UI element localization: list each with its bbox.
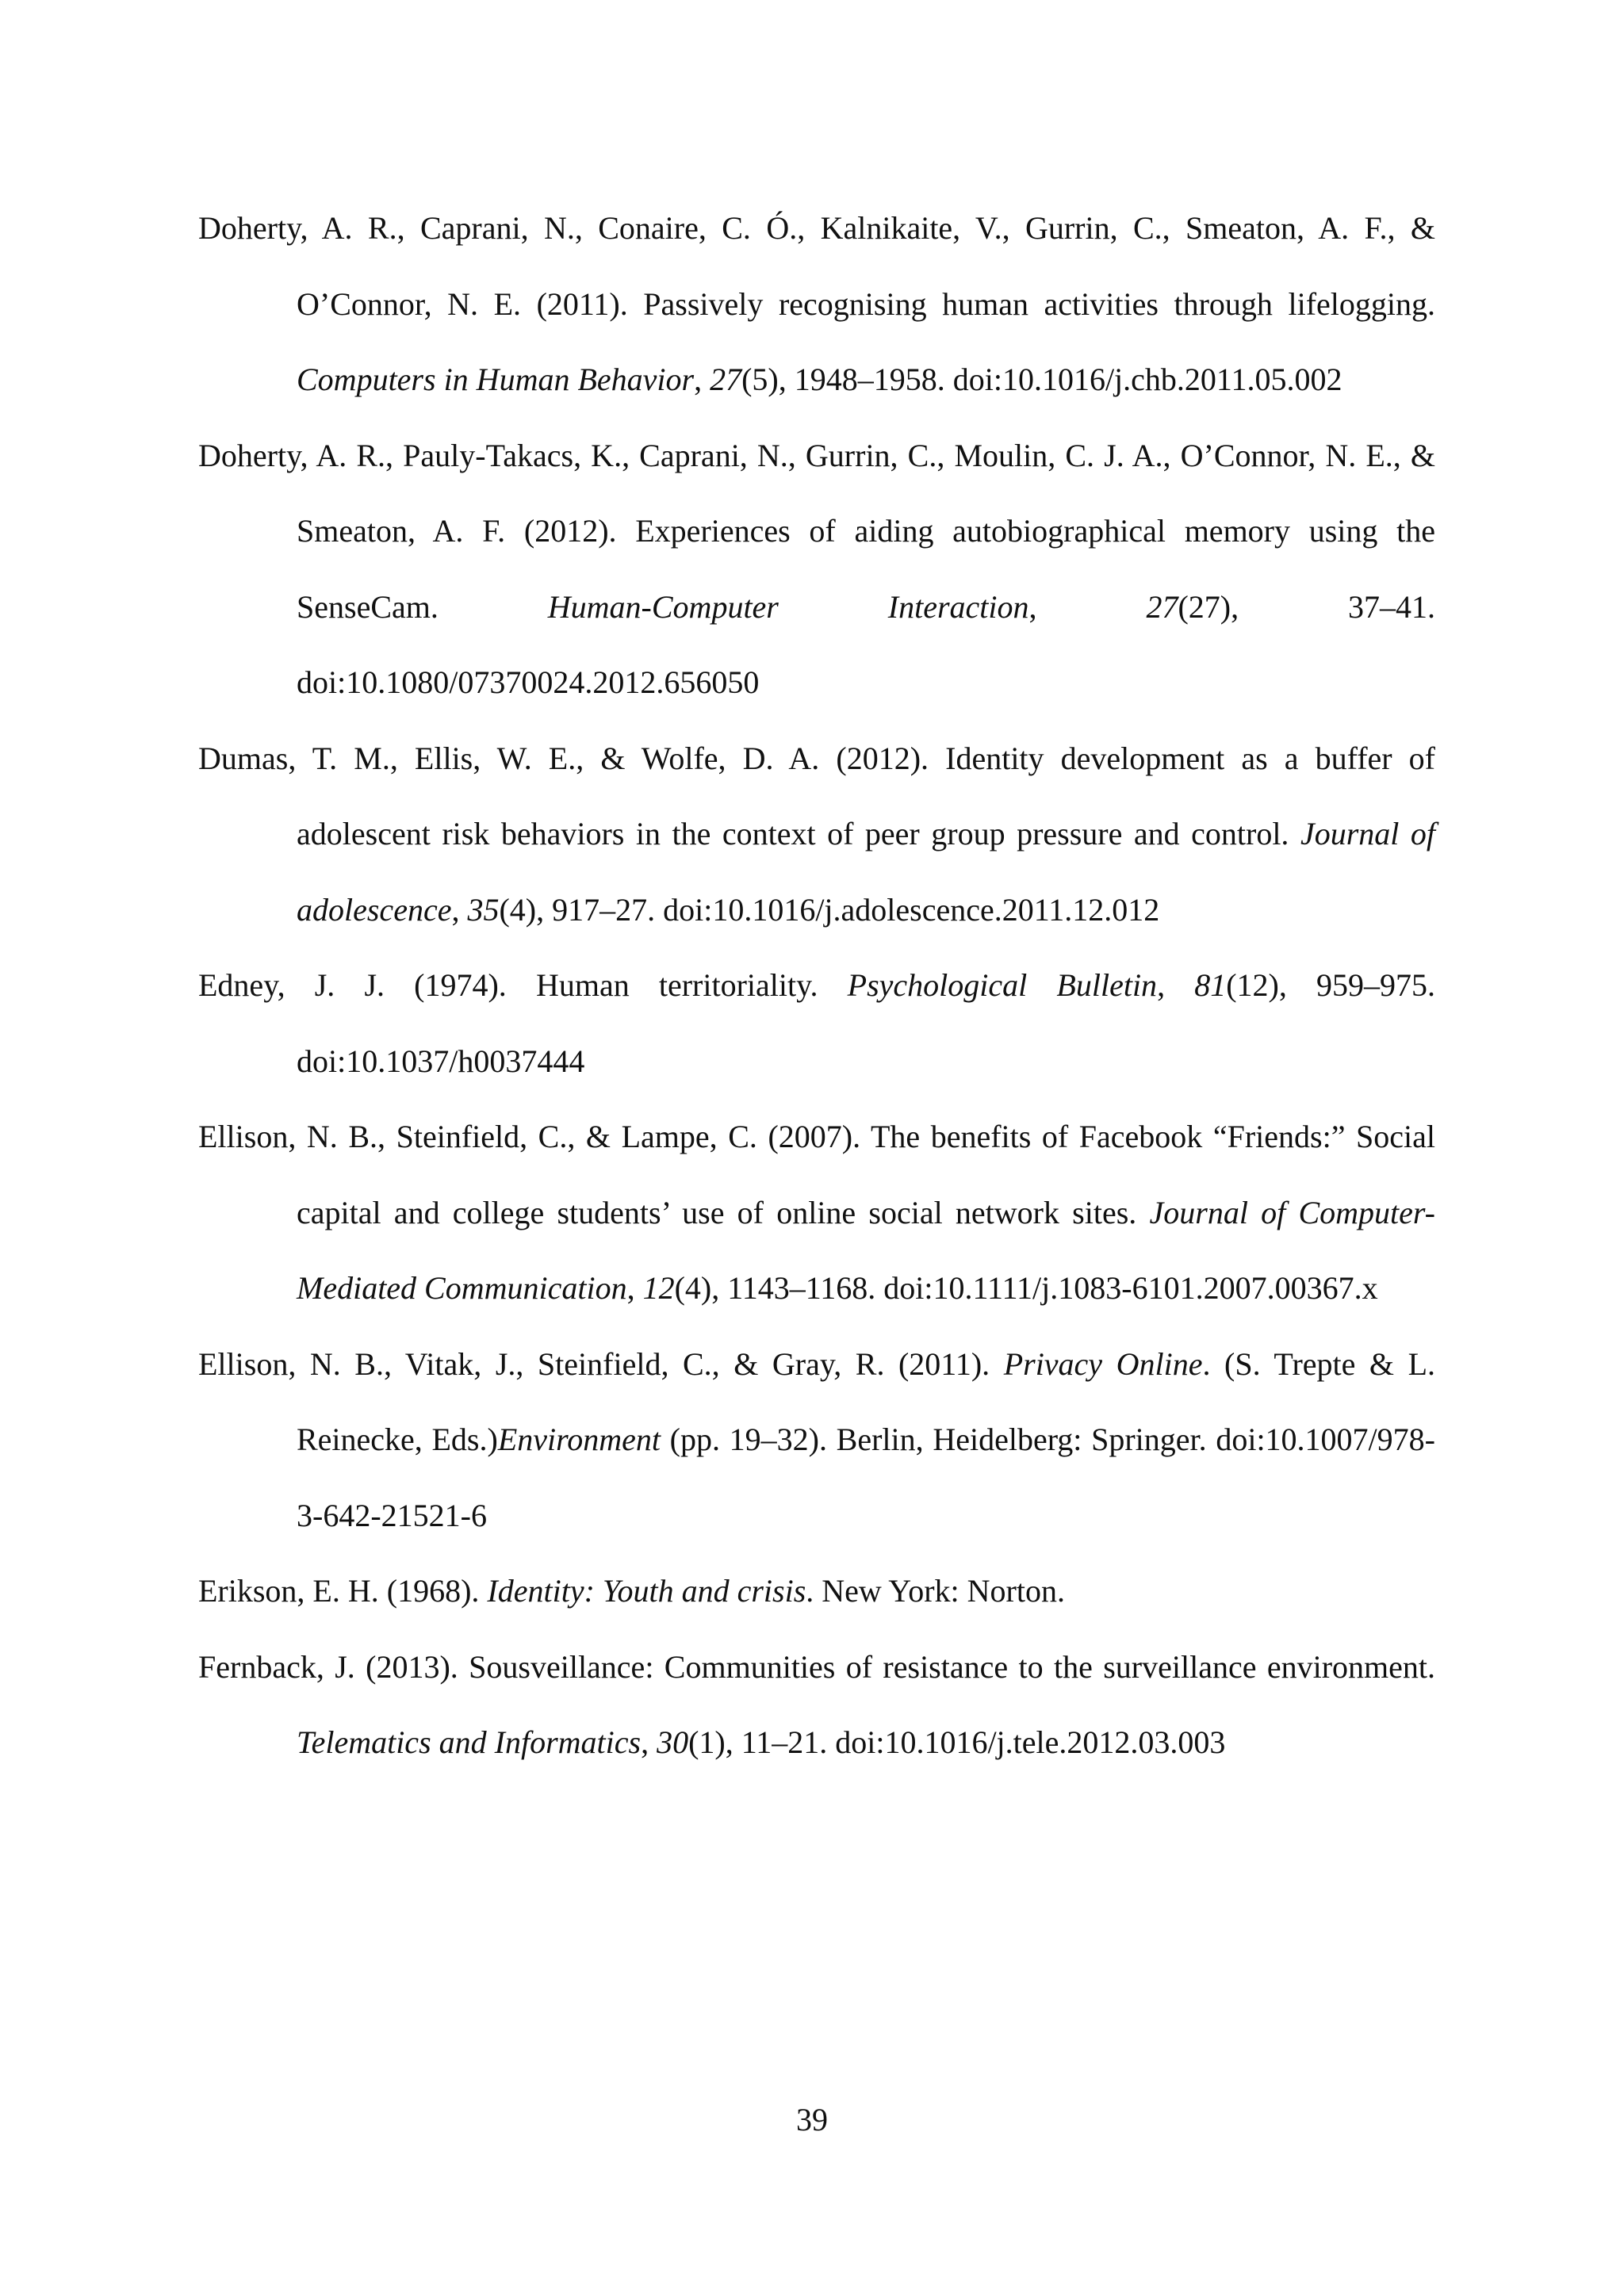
journal-title: Telematics and Informatics [297,1724,642,1760]
reference-ellison-2011 [198,1326,1435,1554]
volume: 12 [642,1270,675,1306]
volume: 35 [467,891,500,928]
page-number: 39 [796,2102,828,2137]
reference-text: , [694,362,710,397]
reference-ellison-2007 [198,1099,1435,1326]
reference-dumas-2012 [198,721,1435,948]
reference-text: Ellison, N. B., Steinfield, C., & Lampe, C. (2007). The benefits of Facebook “Friends:” Social capital and college students’ use of online social network sites. [198,1119,1435,1230]
reference-text: (12), 959–975. doi:10.1037/h0037444 [297,967,1436,1079]
reference-doherty-2012 [198,418,1435,721]
reference-text: (27), 37–41. doi:10.1080/07370024.2012.656050 [297,588,1436,700]
reference-text: Doherty, A. R., Pauly-Takacs, K., Caprani, N., Gurrin, C., Moulin, C. J. A., O’Connor, N. E., & Smeaton, A. F. (2012). Experiences of aiding autobiographical memory using the SenseCam. [198,437,1435,625]
reference-text: (1), 11–21. doi:10.1016/j.tele.2012.03.003 [688,1724,1226,1760]
reference-edney-1974 [198,947,1435,1099]
reference-text: , [626,1270,643,1306]
book-title: Identity: Youth and crisis [487,1573,806,1609]
reference-list [198,190,1435,1781]
reference-text: . (S. Trepte & L. Reinecke, Eds.) [297,1345,1436,1457]
journal-title: Journal of adolescence [297,816,1435,928]
reference-text: (pp. 19–32). Berlin, Heidelberg: Springer. doi:10.1007/978-3-642-21521-6 [297,1422,1435,1533]
reference-doherty-2011 [198,190,1435,418]
journal-title: Journal of Computer-Mediated Communication [297,1194,1435,1306]
reference-text: , [1157,967,1195,1003]
book-title: Privacy Online [1003,1345,1203,1382]
reference-text: (4), 917–27. doi:10.1016/j.adolescence.2011.12.012 [499,891,1160,928]
reference-text: , [641,1724,657,1760]
journal-title: Computers in Human Behavior [297,362,695,397]
volume: 27 [710,362,742,397]
reference-text: (5), 1948–1958. doi:10.1016/j.chb.2011.05.002 [741,362,1342,397]
reference-text: Erikson, E. H. (1968). [198,1573,488,1609]
reference-text: , [1028,588,1147,625]
reference-text: Fernback, J. (2013). Sousveillance: Communities of resistance to the surveillance environment. [198,1648,1435,1685]
series-title: Environment [497,1422,661,1457]
reference-text: Ellison, N. B., Vitak, J., Steinfield, C., & Gray, R. (2011). [198,1345,1004,1382]
volume: 27 [1146,588,1178,625]
volume: 81 [1194,967,1227,1003]
reference-erikson-1968 [198,1553,1435,1629]
reference-text: (4), 1143–1168. doi:10.1111/j.1083-6101.2007.00367.x [674,1270,1378,1306]
journal-title: Psychological Bulletin [847,967,1158,1003]
reference-fernback-2013 [198,1629,1435,1781]
volume: 30 [657,1724,689,1760]
reference-text: Doherty, A. R., Caprani, N., Conaire, C. Ó., Kalnikaite, V., Gurrin, C., Smeaton, A. F., & O’Connor, N. E. (2011). Passively recognising human activities through lifelogging. [198,210,1435,322]
reference-text: . New York: Norton. [806,1573,1065,1609]
reference-text: , [451,891,468,928]
reference-text: Dumas, T. M., Ellis, W. E., & Wolfe, D. A. (2012). Identity development as a buffer of adolescent risk behaviors in the context of peer group pressure and control. [198,740,1435,851]
journal-title: Human-Computer Interaction [547,588,1029,625]
reference-text: Edney, J. J. (1974). Human territoriality. [198,967,848,1003]
